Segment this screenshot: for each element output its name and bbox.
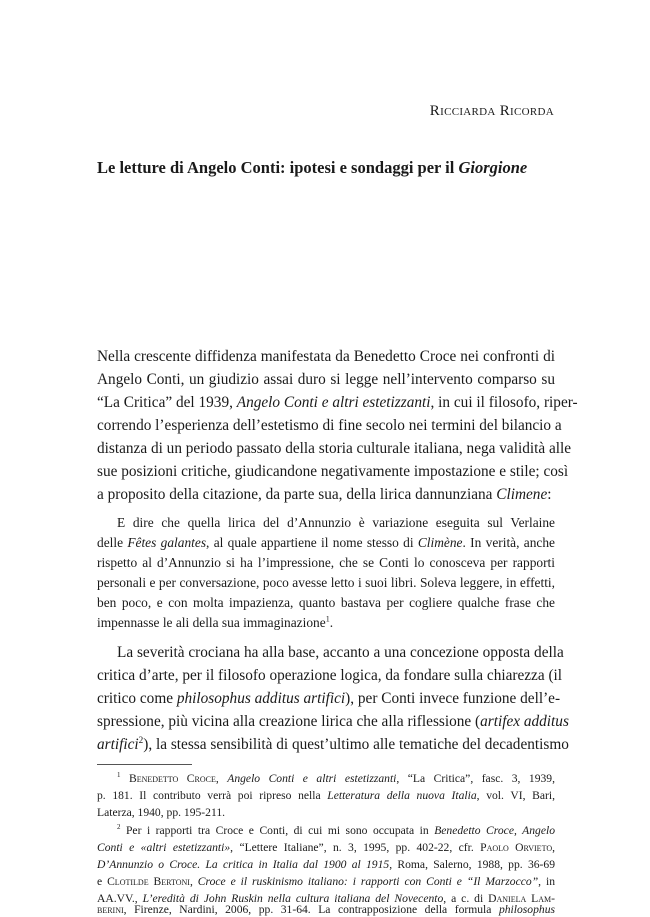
quote-line: ben poco, e con molta impazienza, quanto bastava per cogliere qualche frase che bbox=[97, 595, 555, 610]
footnote-number: 2 bbox=[117, 823, 121, 832]
body-line: correndo l’esperienza dell’estetismo di fine secolo nei termini del bilancio a bbox=[97, 417, 562, 434]
footnote-line: e Clotilde Bertoni, Croce e il ruskinismo italiano: i rapporti con Conti e “Il Marzocco”, in bbox=[97, 875, 555, 888]
footnote-line: berini, Firenze, Nardini, 2006, pp. 31-64. La contrapposizione della formula philosophus bbox=[97, 903, 555, 916]
quote-line: E dire che quella lirica del d’Annunzio è variazione eseguita sul Verlaine bbox=[117, 515, 555, 530]
footnote-line: Conti e «altri estetizzanti», “Lettere Italiane”, n. 3, 1995, pp. 402-22, cfr. Paolo Orvieto, bbox=[97, 841, 555, 854]
body-line: critico come philosophus additus artifici), per Conti invece funzione dell’e- bbox=[97, 690, 561, 707]
body-line: Angelo Conti, un giudizio assai duro si legge nell’intervento comparso su bbox=[97, 371, 555, 388]
running-head-author: Ricciarda Ricorda bbox=[429, 103, 554, 119]
body-line: artifici$^2$), la stessa sensibilità di quest’ultimo alle tematiche del decadentismo bbox=[97, 734, 569, 753]
footnote-ref: 1 bbox=[325, 614, 330, 624]
footnote-line: D’Annunzio o Croce. La critica in Italia dal 1900 al 1915, Roma, Salerno, 1988, pp. 36-69 bbox=[97, 858, 555, 871]
body-line: spressione, più vicina alla creazione lirica che alla riflessione (artifex additus bbox=[97, 713, 569, 730]
footnote-line: $^2$ Per i rapporti tra Croce e Conti, di cui mi sono occupata in Benedetto Croce, Angelo bbox=[117, 823, 555, 837]
footnote-line: AA.VV., L’eredità di John Ruskin nella cultura italiana del Novecento, a c. di Daniela Lam- bbox=[97, 892, 556, 905]
footnote-line: Laterza, 1940, pp. 195-211. bbox=[97, 806, 226, 819]
quote-line: rispetto al d’Annunzio si ha l’impressione, che se Conti lo conosceva per rapporti bbox=[97, 555, 555, 570]
body-line: critica d’arte, per il filosofo operazione logica, da fondare sulla chiarezza (il bbox=[97, 667, 563, 684]
quote-line: personali e per conversazione, poco avesse letto i suoi libri. Soleva leggere, in effetti, bbox=[97, 575, 555, 590]
body-line: distanza di un periodo passato della storia culturale italiana, nega validità alle bbox=[97, 440, 572, 457]
quote-line: delle Fêtes galantes, al quale appartiene il nome stesso di Climène. In verità, anche bbox=[97, 535, 555, 550]
chapter-title-italic: Giorgione bbox=[458, 158, 528, 177]
body-line: Nella crescente diffidenza manifestata da Benedetto Croce nei confronti di bbox=[97, 348, 555, 365]
body-line: “La Critica” del 1939, Angelo Conti e altri estetizzanti, in cui il filosofo, riper- bbox=[97, 394, 578, 411]
quote-line: impennasse le ali della sua immaginazione$^1$. bbox=[97, 614, 334, 630]
footnote-ref: 2 bbox=[138, 734, 144, 745]
body-line: La severità crociana ha alla base, accanto a una concezione opposta della bbox=[117, 644, 564, 661]
footnote-rule bbox=[97, 764, 192, 765]
body-line: a proposito della citazione, da parte sua, della lirica dannunziana Climene: bbox=[97, 486, 552, 503]
footnote-line: p. 181. Il contributo verrà poi ripreso nella Letteratura della nuova Italia, vol. VI, Bari, bbox=[97, 789, 555, 802]
footnote-number: 1 bbox=[117, 771, 121, 780]
chapter-title-main: Le letture di Angelo Conti: ipotesi e sondaggi per il bbox=[97, 158, 459, 177]
chapter-title bbox=[97, 158, 527, 178]
footnote-line: $^1$ Benedetto Croce, Angelo Conti e altri estetizzanti, “La Critica”, fasc. 3, 1939, bbox=[117, 771, 555, 785]
body-line: sue posizioni critiche, giudicandone negativamente impostazione e stile; così bbox=[97, 463, 569, 480]
